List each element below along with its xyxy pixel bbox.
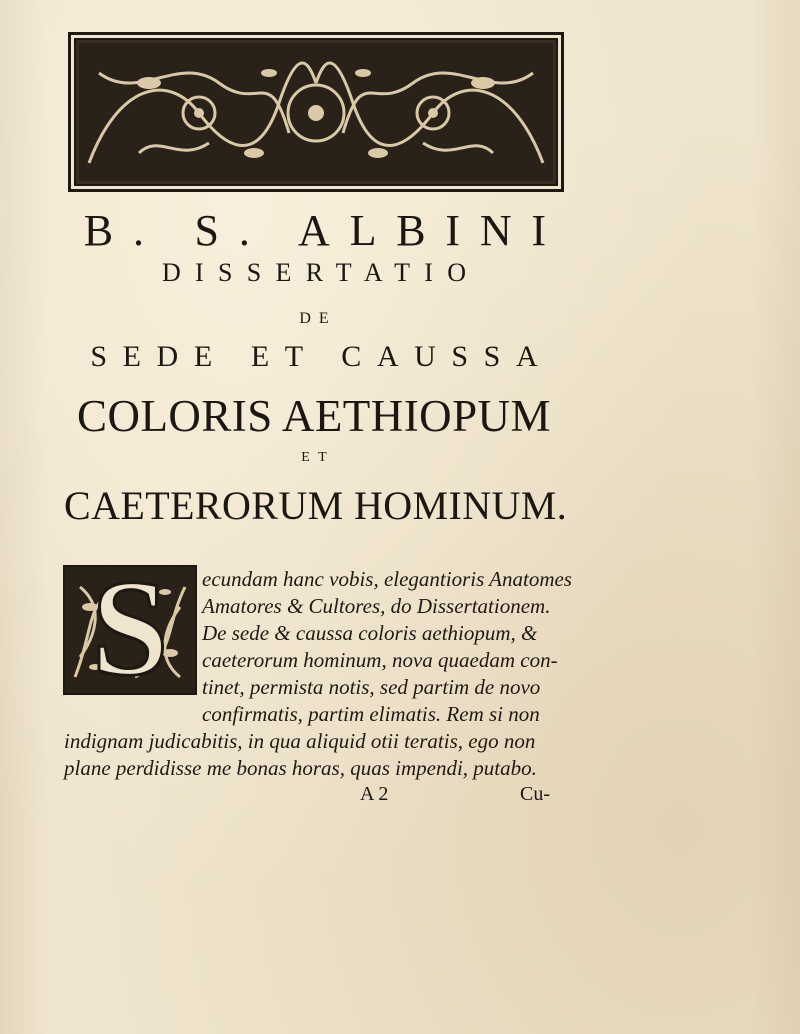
catchword: Cu- — [520, 783, 550, 805]
title-sede: SEDE ET CAUSSA — [90, 340, 554, 373]
signature-mark: A 2 — [360, 783, 389, 805]
body-line-6: confirmatis, partim elimatis. Rem si non — [202, 702, 540, 726]
title-de: DE — [299, 310, 337, 327]
body-line-3: De sede & caussa coloris aethiopum, & — [202, 621, 538, 645]
author-name: B. S. ALBINI — [83, 206, 566, 255]
work-title: DISSERTATIO — [161, 258, 481, 287]
title-et: ET — [301, 450, 336, 465]
title-caeterorum: CAETERORUM HOMINUM. — [64, 483, 568, 528]
body-line-7: indignam judicabitis, in qua aliquid otii teratis, ego non — [64, 729, 536, 753]
body-line-8: plane perdidisse me bonas horas, quas impendi, putabo. — [64, 756, 537, 780]
floral-headpiece-ornament — [68, 32, 564, 192]
decorated-initial — [63, 565, 197, 695]
body-line-2: Amatores & Cultores, do Dissertationem. — [202, 594, 551, 618]
body-line-1: ecundam hanc vobis, elegantioris Anatomes — [202, 567, 572, 591]
body-line-5: tinet, permista notis, sed partim de novo — [202, 675, 541, 699]
body-line-4: caeterorum hominum, nova quaedam con- — [202, 648, 558, 672]
title-coloris: COLORIS AETHIOPUM — [77, 391, 551, 441]
initial-letter: S — [91, 565, 169, 695]
ornament-icon — [79, 43, 553, 181]
